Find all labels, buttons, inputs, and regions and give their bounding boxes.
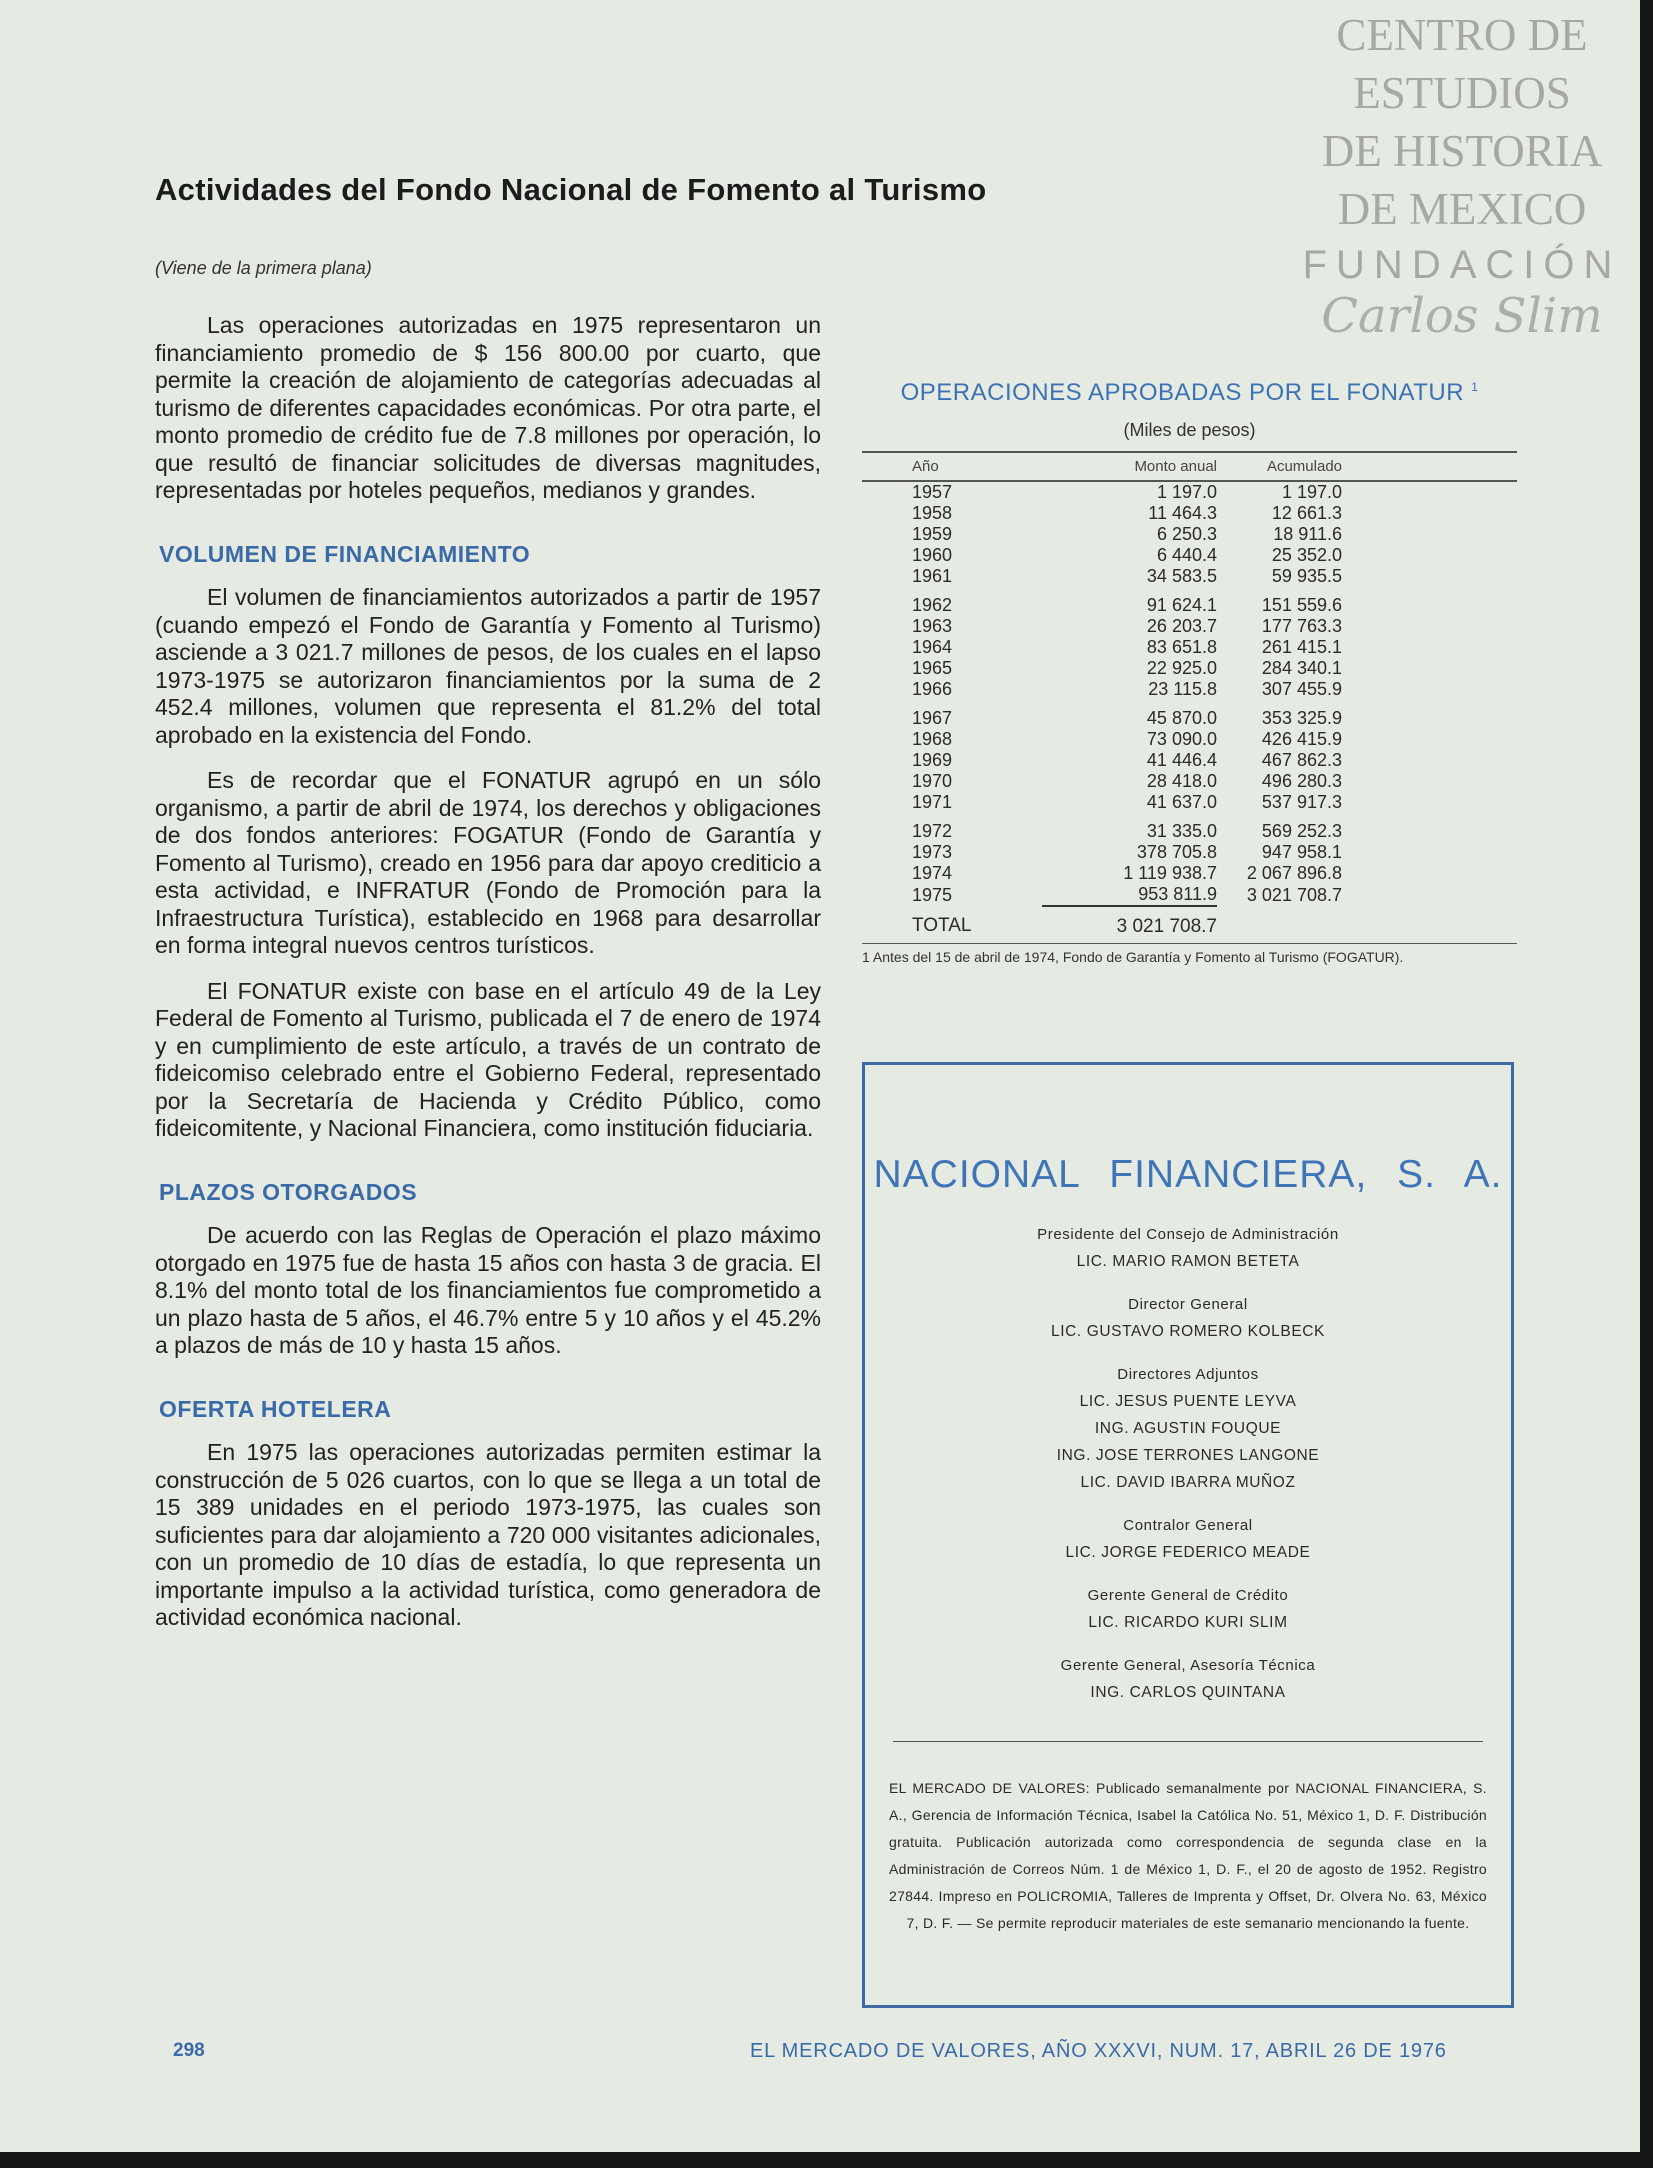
watermark-line: CENTRO DE	[1336, 10, 1588, 60]
annual-amount-cell: 953 811.9	[1042, 884, 1217, 906]
year-cell: 1971	[912, 792, 953, 812]
operations-table	[862, 451, 1517, 939]
column-header: Año	[862, 452, 1042, 481]
operations-table-block	[862, 374, 1517, 967]
annual-amount-cell: 6 440.4	[1156, 545, 1217, 565]
watermark-signature: Carlos Slim	[1321, 288, 1603, 344]
staff-role: Presidente del Consejo de Administración	[1037, 1226, 1339, 1243]
table-title-text: OPERACIONES APROBADAS POR EL FONATUR	[900, 379, 1465, 406]
staff-name: LIC. JORGE FEDERICO MEADE	[1065, 1544, 1311, 1561]
cumulative-cell: 467 862.3	[1261, 750, 1342, 770]
continued-note: (Viene de la primera plana)	[155, 258, 372, 278]
nafinsa-box	[862, 1062, 1514, 2008]
year-cell: 1958	[912, 503, 953, 523]
paragraph: El FONATUR existe con base en el artículo 49 de la Ley Federal de Fomento al Turismo, publicada el 7 de enero de 1974 y en cumplimiento de este artículo, a través de un contrato de fideicomiso celebrado entre el Gobierno Federal, representado por la Secretaría de Hacienda y Crédito Público, como fideicomitente, y Nacional Financiera, como institución fiduciaria.	[155, 977, 821, 1141]
cumulative-cell: 59 935.5	[1271, 566, 1342, 586]
table-row	[862, 545, 1517, 566]
watermark-logo	[1302, 6, 1622, 344]
year-cell: 1962	[912, 595, 953, 615]
annual-amount-cell: 91 624.1	[1146, 595, 1217, 615]
staff-group	[865, 1221, 1511, 1275]
staff-name: LIC. MARIO RAMON BETETA	[1076, 1253, 1300, 1270]
year-cell: 1974	[912, 863, 953, 883]
table-row	[862, 587, 1517, 616]
year-cell: 1972	[912, 821, 953, 841]
annual-amount-cell: 83 651.8	[1146, 637, 1217, 657]
annual-amount-cell: 28 418.0	[1146, 771, 1217, 791]
table-row	[862, 792, 1517, 813]
footnote-marker: 1	[1471, 380, 1479, 394]
staff-group	[865, 1652, 1511, 1706]
table-row	[862, 503, 1517, 524]
table-row	[862, 771, 1517, 792]
year-cell: 1966	[912, 679, 953, 699]
table-footnote: 1 Antes del 15 de abril de 1974, Fondo de Garantía y Fomento al Turismo (FOGATUR).	[862, 943, 1517, 967]
annual-amount-cell: 23 115.8	[1148, 679, 1217, 699]
staff-name: ING. CARLOS QUINTANA	[1090, 1684, 1286, 1701]
article-body	[155, 312, 821, 1650]
cumulative-cell: 569 252.3	[1261, 821, 1342, 841]
staff-group	[865, 1512, 1511, 1566]
paragraph: Es de recordar que el FONATUR agrupó en un sólo organismo, a partir de abril de 1974, los derechos y obligaciones de dos fondos anteriores: FOGATUR (Fondo de Garantía y Fomento al Turismo), creado en 1956 para dar apoyo crediticio a esta actividad, e INFRATUR (Fondo de Promoción para la Infraestructura Turística), establecido en 1968 para desarrollar en forma integral nuevos centros turísticos.	[155, 767, 821, 958]
annual-amount-cell: 1 119 938.7	[1123, 863, 1217, 883]
running-footer: EL MERCADO DE VALORES, AÑO XXXVI, NUM. 17, ABRIL 26 DE 1976	[750, 2040, 1447, 2062]
total-row	[862, 906, 1517, 939]
cumulative-cell: 284 340.1	[1261, 658, 1342, 678]
cumulative-cell: 353 325.9	[1261, 708, 1342, 728]
total-value: 3 021 708.7	[1116, 915, 1217, 937]
staff-name: LIC. JESUS PUENTE LEYVA	[1079, 1393, 1297, 1410]
article-title: Actividades del Fondo Nacional de Fomento al Turismo	[155, 172, 987, 207]
cumulative-cell: 947 958.1	[1261, 842, 1342, 862]
staff-list	[865, 1221, 1511, 1722]
annual-amount-cell: 41 446.4	[1146, 750, 1217, 770]
table-row	[862, 637, 1517, 658]
page-number: 298	[173, 2040, 205, 2061]
watermark-line: DE HISTORIA	[1321, 126, 1603, 176]
year-cell: 1960	[912, 545, 953, 565]
table-row	[862, 481, 1517, 503]
cumulative-cell: 177 763.3	[1261, 616, 1342, 636]
cumulative-cell: 12 661.3	[1271, 503, 1342, 523]
annual-amount-cell: 6 250.3	[1156, 524, 1217, 544]
year-cell: 1965	[912, 658, 953, 678]
column-header: Acumulado	[1217, 452, 1517, 481]
year-cell: 1963	[912, 616, 953, 636]
paragraph: El volumen de financiamientos autorizados a partir de 1957 (cuando empezó el Fondo de Garantía y Fomento al Turismo) asciende a 3 021.7 millones de pesos, de los cuales en el lapso 1973-1975 se autorizaron financiamientos por la suma de 2 452.4 millones, volumen que representa el 81.2% del total aprobado en la existencia del Fondo.	[155, 584, 821, 748]
staff-group	[865, 1291, 1511, 1345]
table-row	[862, 729, 1517, 750]
divider	[893, 1741, 1483, 1742]
cumulative-cell: 261 415.1	[1261, 637, 1342, 657]
year-cell: 1973	[912, 842, 953, 862]
annual-amount-cell: 1 197.0	[1156, 482, 1217, 502]
cumulative-cell: 1 197.0	[1281, 482, 1342, 502]
year-cell: 1968	[912, 729, 953, 749]
watermark-foundation: FUNDACIÓN	[1302, 243, 1622, 287]
table-row	[862, 750, 1517, 771]
table-row	[862, 842, 1517, 863]
staff-name: LIC. GUSTAVO ROMERO KOLBECK	[1050, 1323, 1325, 1340]
year-cell: 1961	[912, 566, 953, 586]
cumulative-cell: 537 917.3	[1261, 792, 1342, 812]
section-heading: VOLUMEN DE FINANCIAMIENTO	[159, 540, 531, 567]
total-label: TOTAL	[912, 915, 972, 936]
staff-name: LIC. DAVID IBARRA MUÑOZ	[1080, 1474, 1296, 1491]
cumulative-cell: 2 067 896.8	[1246, 863, 1342, 883]
annual-amount-cell: 34 583.5	[1146, 566, 1217, 586]
cumulative-cell: 307 455.9	[1261, 679, 1342, 699]
annual-amount-cell: 73 090.0	[1146, 729, 1217, 749]
year-cell: 1959	[912, 524, 953, 544]
table-title	[862, 374, 1517, 406]
section-heading: OFERTA HOTELERA	[159, 1395, 392, 1422]
staff-group	[865, 1582, 1511, 1636]
staff-role: Contralor General	[1123, 1517, 1253, 1534]
paragraph: De acuerdo con las Reglas de Operación el plazo máximo otorgado en 1975 fue de hasta 15 años con hasta 3 de gracia. El 8.1% del monto total de los financiamientos fue comprometido a un plazo hasta de 5 años, el 46.7% entre 5 y 10 años y el 45.2% a plazos de más de 10 y hasta 15 años.	[155, 1222, 821, 1358]
colophon: EL MERCADO DE VALORES: Publicado semanalmente por NACIONAL FINANCIERA, S. A., Gerencia de Información Técnica, Isabel la Católica No. 51, México 1, D. F. Distribución gratuita. Publicación autorizada como correspondencia de segunda clase en la Administración de Correos Núm. 1 de México 1, D. F., el 20 de agosto de 1952. Registro 27844. Impreso en POLICROMIA, Talleres de Imprenta y Offset, Dr. Olvera No. 63, México 7, D. F. — Se permite reproducir materiales de este semanario mencionando la fuente.	[889, 1780, 1487, 1931]
watermark-line: ESTUDIOS	[1353, 68, 1571, 118]
institution-name: NACIONAL FINANCIERA, S. A.	[873, 1153, 1503, 1196]
staff-role: Gerente General de Crédito	[1087, 1587, 1289, 1604]
staff-role: Director General	[1128, 1296, 1248, 1313]
year-cell: 1957	[912, 482, 953, 502]
staff-name: ING. JOSE TERRONES LANGONE	[1056, 1447, 1320, 1464]
cumulative-cell: 25 352.0	[1271, 545, 1342, 565]
watermark-line: DE MEXICO	[1337, 184, 1587, 234]
cumulative-cell: 18 911.6	[1273, 524, 1342, 544]
table-row	[862, 524, 1517, 545]
table-units: (Miles de pesos)	[1123, 420, 1256, 440]
column-header: Monto anual	[1042, 452, 1217, 481]
cumulative-cell: 151 559.6	[1261, 595, 1342, 615]
table-row	[862, 884, 1517, 906]
annual-amount-cell: 378 705.8	[1136, 842, 1217, 862]
cumulative-cell: 3 021 708.7	[1246, 884, 1342, 905]
table-row	[862, 679, 1517, 700]
staff-role: Gerente General, Asesoría Técnica	[1060, 1657, 1316, 1674]
staff-group	[865, 1361, 1511, 1496]
year-cell: 1967	[912, 708, 953, 728]
year-cell: 1964	[912, 637, 953, 657]
annual-amount-cell: 41 637.0	[1146, 792, 1217, 812]
cumulative-cell: 496 280.3	[1261, 771, 1342, 791]
annual-amount-cell: 22 925.0	[1146, 658, 1217, 678]
staff-role: Directores Adjuntos	[1117, 1366, 1259, 1383]
staff-name: LIC. RICARDO KURI SLIM	[1088, 1614, 1288, 1631]
table-row	[862, 658, 1517, 679]
year-cell: 1969	[912, 750, 953, 770]
paragraph: En 1975 las operaciones autorizadas permiten estimar la construcción de 5 026 cuartos, con lo que se llega a un total de 15 389 unidades en el periodo 1973-1975, las cuales son suficientes para dar alojamiento a 720 000 visitantes adicionales, con un promedio de 10 días de estadía, lo que representa un importante impulso a la actividad turística, como generadora de actividad económica nacional.	[155, 1439, 821, 1630]
section-heading: PLAZOS OTORGADOS	[159, 1178, 418, 1205]
table-row	[862, 566, 1517, 587]
annual-amount-cell: 45 870.0	[1146, 708, 1217, 728]
table-row	[862, 700, 1517, 729]
year-cell: 1970	[912, 771, 953, 791]
annual-amount-cell: 11 464.3	[1148, 503, 1217, 523]
paragraph: Las operaciones autorizadas en 1975 representaron un financiamiento promedio de $ 156 800.00 por cuarto, que permite la creación de alojamiento de categorías adecuadas al turismo de diferentes capacidades económicas. Por otra parte, el monto promedio de crédito fue de 7.8 millones por operación, lo que resultó de financiar solicitudes de diversas magnitudes, representadas por hoteles pequeños, medianos y grandes.	[155, 312, 821, 503]
staff-name: ING. AGUSTIN FOUQUE	[1094, 1420, 1282, 1437]
annual-amount-cell: 26 203.7	[1146, 616, 1217, 636]
table-row	[862, 616, 1517, 637]
empty-cell	[1217, 906, 1517, 939]
cumulative-cell: 426 415.9	[1261, 729, 1342, 749]
table-row	[862, 813, 1517, 842]
year-cell: 1975	[912, 884, 953, 905]
annual-amount-cell: 31 335.0	[1146, 821, 1217, 841]
table-row	[862, 863, 1517, 884]
